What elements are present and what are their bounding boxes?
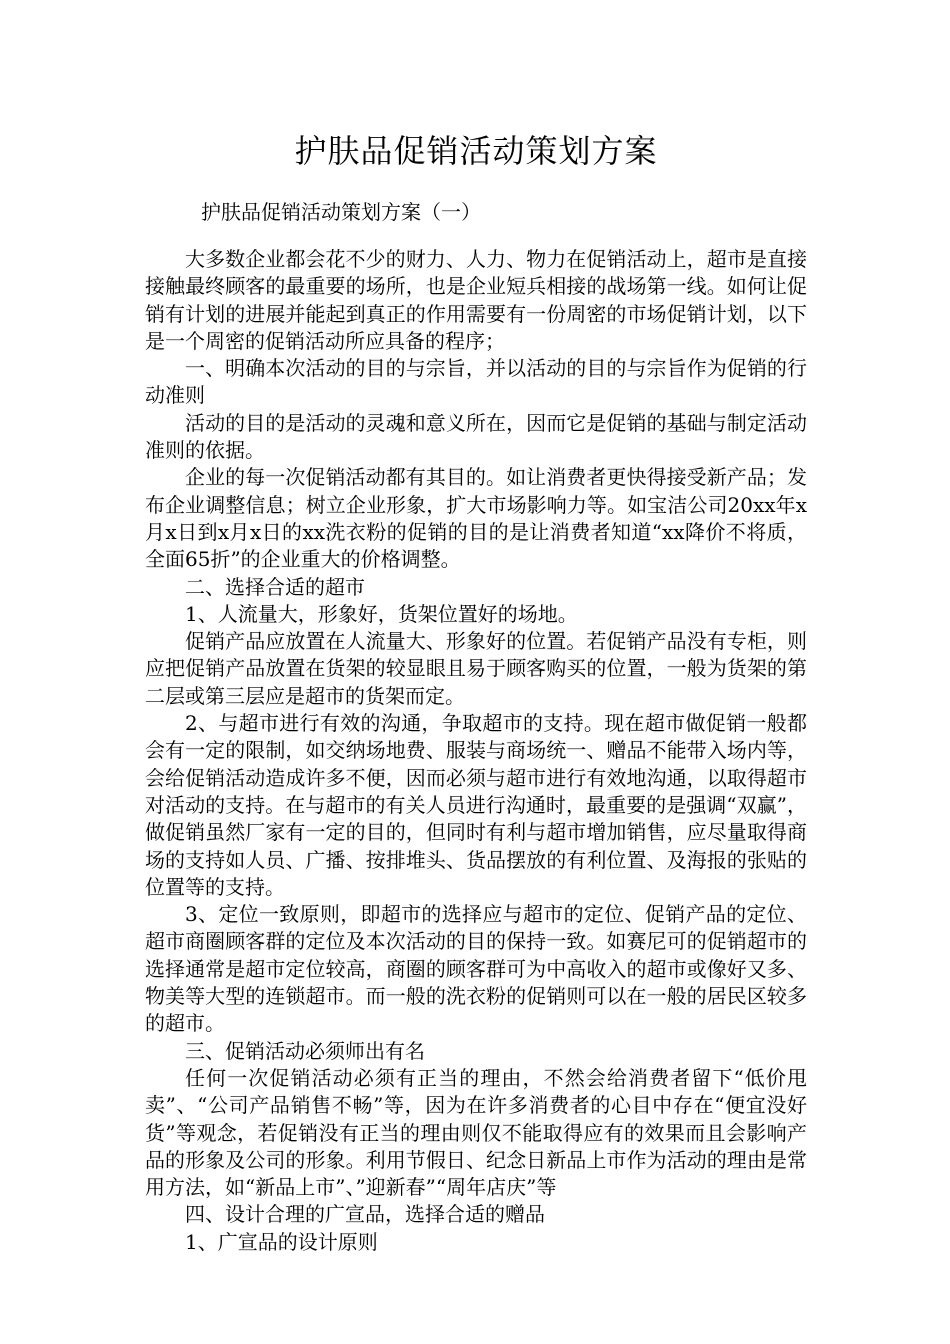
paragraph-intro: 大多数企业都会花不少的财力、人力、物力在促销活动上，超市是直接接触最终顾客的最重要的场所，也是企业短兵相接的战场第一线。如何让促销有计划的进展并能起到真正的作用需要有一份周密的市场促销计划，以下是一个周密的促销活动所应具备的程序；	[145, 247, 807, 353]
paragraph: 促销产品应放置在人流量大、形象好的位置。若促销产品没有专柜，则应把促销产品放置在货架的较显眼且易于顾客购买的位置，一般为货架的第二层或第三层应是超市的货架而定。	[145, 629, 807, 708]
section-heading-2: 二、选择合适的超市	[185, 574, 365, 599]
paragraph: 任何一次促销活动必须有正当的理由，不然会给消费者留下“低价甩卖”、“公司产品销售不畅”等，因为在许多消费者的心目中存在“便宜没好货”等观念，若促销没有正当的理由则仅不能取得应有的效果而且会影响产品的形象及公司的形象。利用节假日、纪念日新品上市作为活动的理由是常用方法，如“新品上市”、”迎新春”“周年店庆”等	[145, 1065, 807, 1200]
document-subtitle: 护肤品促销活动策划方案（一）	[201, 200, 481, 224]
subsection-heading: 1、人流量大，形象好，货架位置好的场地。	[185, 601, 578, 626]
paragraph: 2、与超市进行有效的沟通，争取超市的支持。现在超市做促销一般都会有一定的限制，如交纳场地费、服装与商场统一、赠品不能带入场内等，会给促销活动造成许多不便，因而必须与超市进行有效地沟通，以取得超市对活动的支持。在与超市的有关人员进行沟通时，最重要的是强调“双赢”，做促销虽然厂家有一定的目的，但同时有利与超市增加销售，应尽量取得商场的支持如人员、广播、按排堆头、货品摆放的有利位置、及海报的张贴的位置等的支持。	[145, 711, 807, 899]
document-body	[145, 246, 807, 1256]
subsection-heading: 1、广宣品的设计原则	[185, 1229, 378, 1254]
paragraph: 企业的每一次促销活动都有其目的。如让消费者更快得接受新产品；发布企业调整信息；树立企业形象，扩大市场影响力等。如宝洁公司20xx年x月x日到x月x日的xx洗衣粉的促销的目的是让消费者知道“xx降价不将质，全面65折”的企业重大的价格调整。	[145, 465, 807, 572]
section-heading-1: 一、明确本次活动的目的与宗旨，并以活动的目的与宗旨作为促销的行动准则	[145, 356, 807, 408]
paragraph: 3、定位一致原则，即超市的选择应与超市的定位、促销产品的定位、超市商圈顾客群的定位及本次活动的目的保持一致。如赛尼可的促销超市的选择通常是超市定位较高，商圈的顾客群可为中高收入的超市或像好又多、物美等大型的连锁超市。而一般的洗衣粉的促销则可以在一般的居民区较多的超市。	[145, 902, 807, 1036]
section-heading-4: 四、设计合理的广宣品，选择合适的赠品	[185, 1202, 545, 1227]
paragraph: 活动的目的是活动的灵魂和意义所在，因而它是促销的基础与制定活动准则的依据。	[145, 410, 807, 463]
section-heading-3: 三、促销活动必须师出有名	[185, 1038, 425, 1063]
document-title: 护肤品促销活动策划方案	[294, 132, 658, 170]
